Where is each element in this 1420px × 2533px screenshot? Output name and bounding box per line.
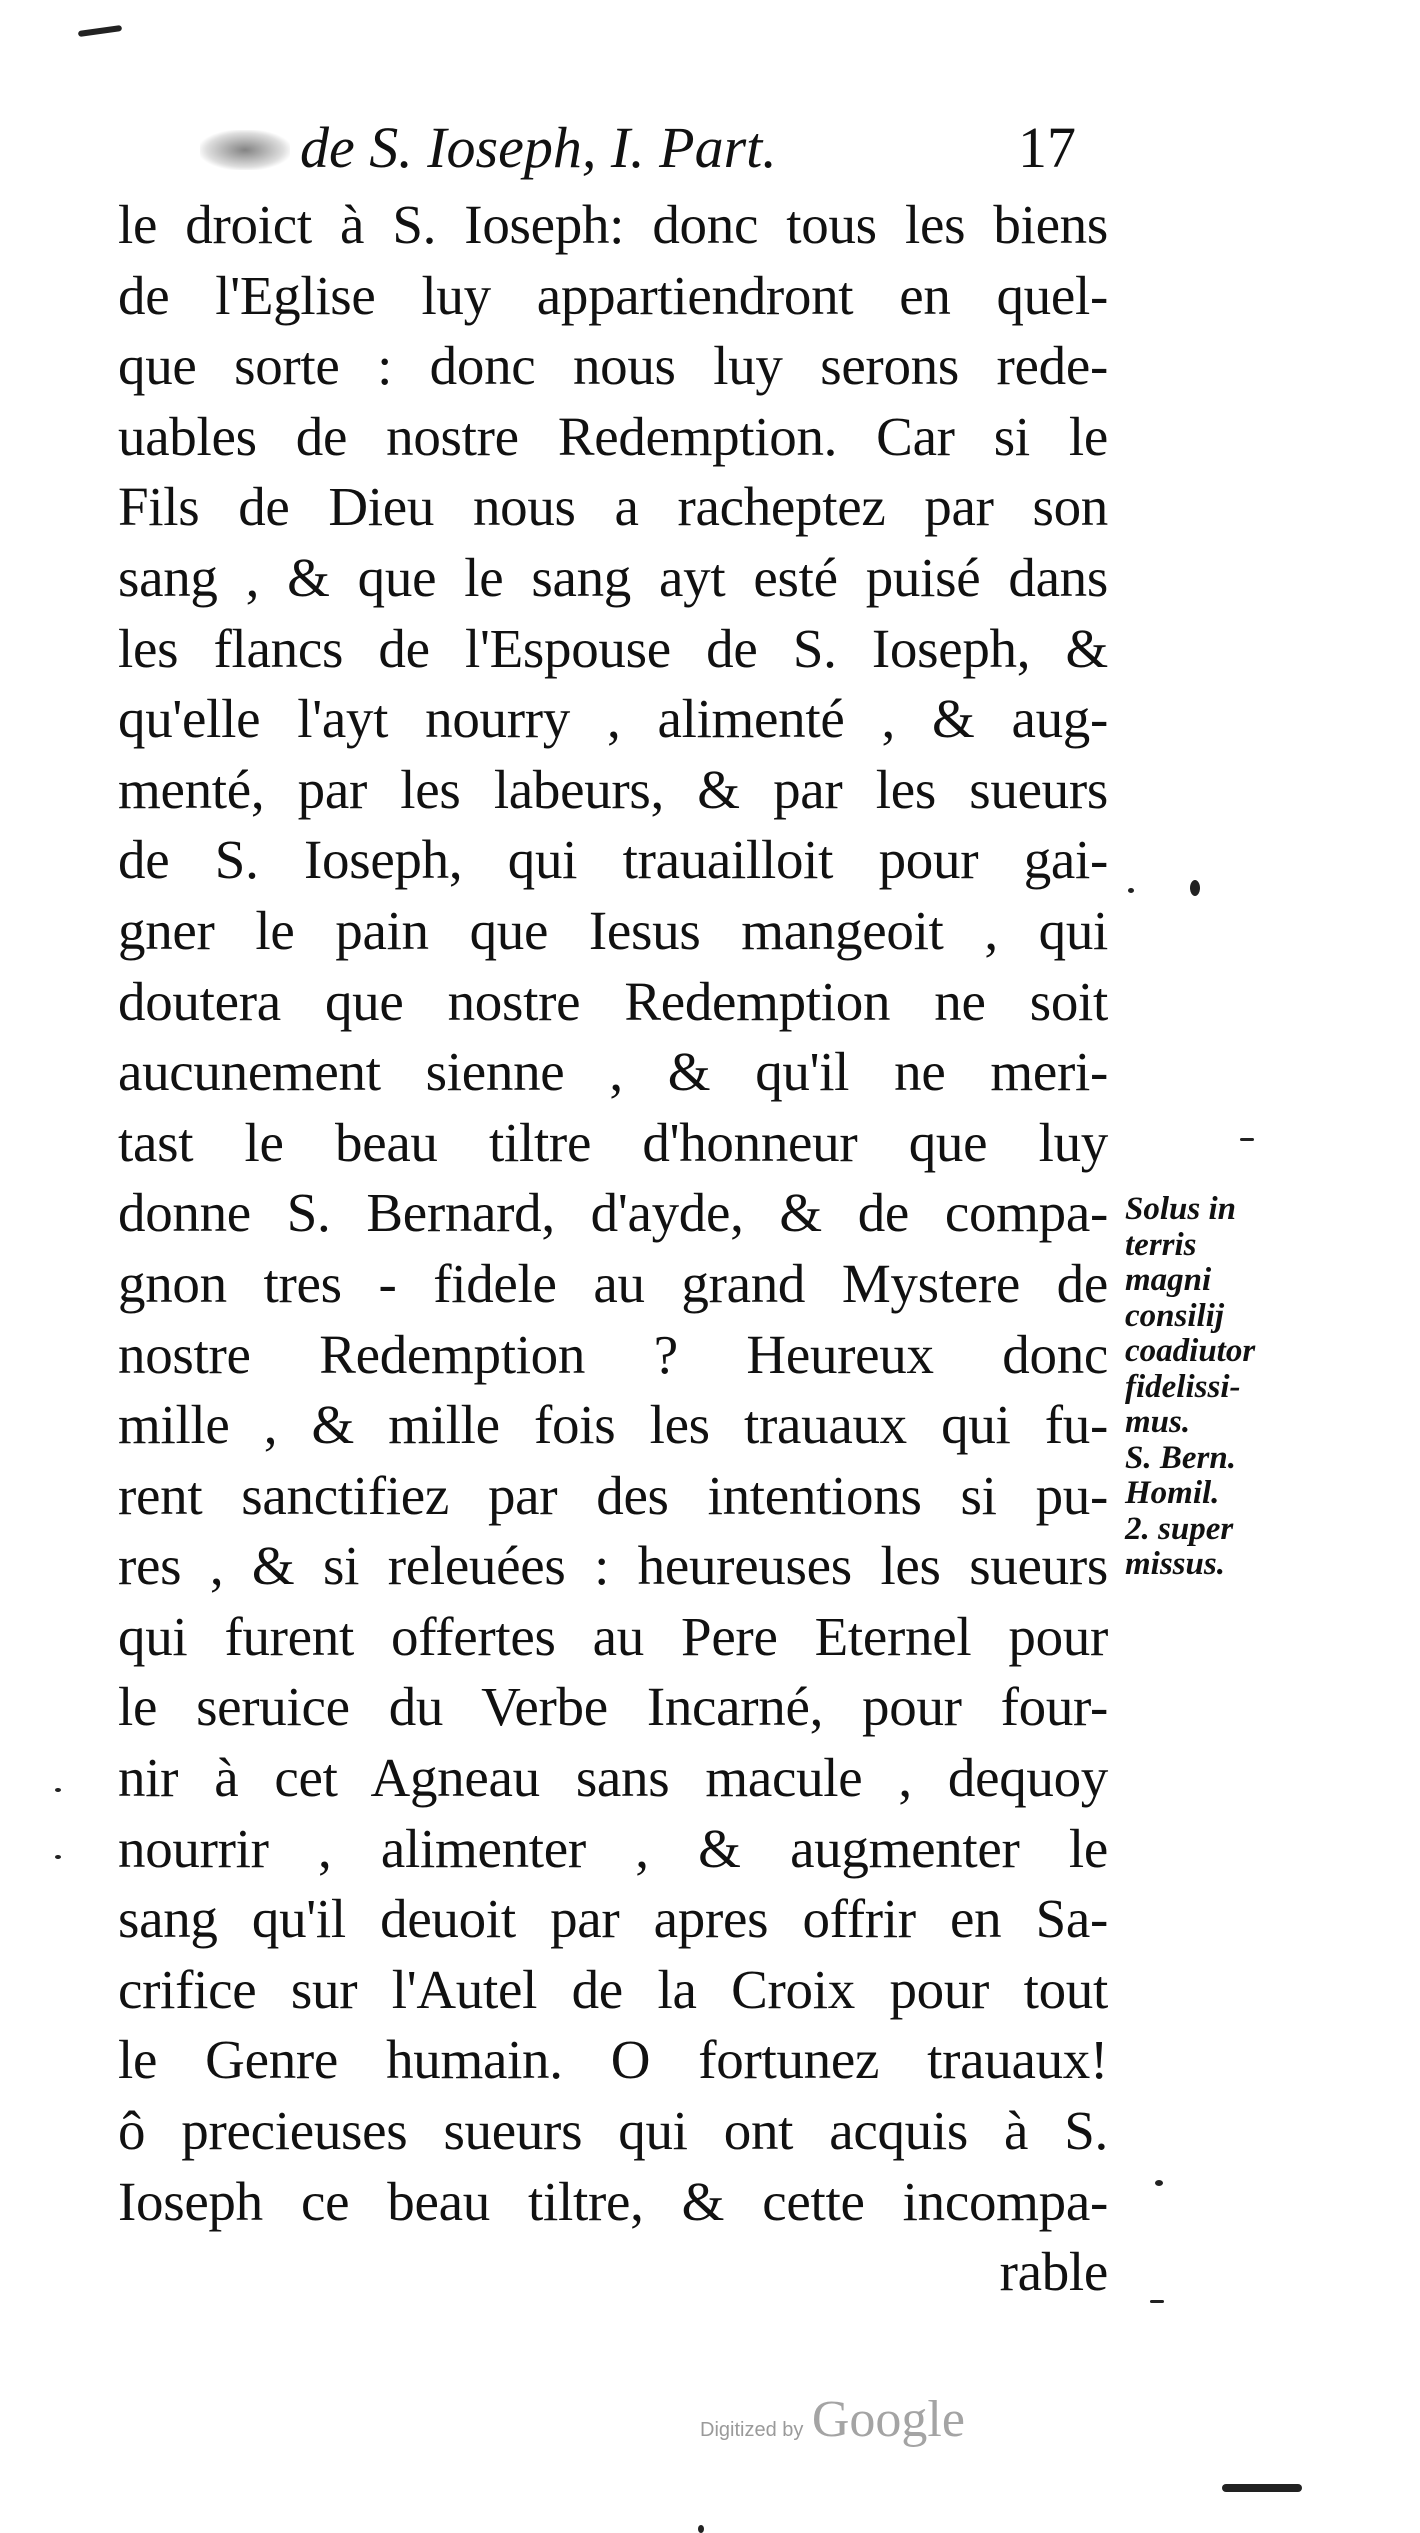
text-line: le seruice du Verbe Incarné, pour four- <box>118 1676 1108 1738</box>
scan-speck <box>55 1788 61 1792</box>
text-line: menté, par les labeurs, & par les sueurs <box>118 758 1108 820</box>
text-line: Ioseph ce beau tiltre, & cette incompa- <box>118 2170 1108 2232</box>
margin-note-line: Solus in <box>1125 1191 1236 1227</box>
text-line: uables de nostre Redemption. Car si le <box>118 405 1108 467</box>
scan-speck <box>1222 2484 1302 2492</box>
margin-note-line: magni <box>1125 1262 1212 1298</box>
margin-note-line: 2. super <box>1125 1510 1234 1547</box>
text-line: nourrir , alimenter , & augmenter le <box>118 1817 1108 1879</box>
margin-note-line: S. Bern. <box>1125 1439 1236 1476</box>
text-line: res , & si releuées : heureuses les sueurs <box>118 1535 1108 1597</box>
text-line: nir à cet Agneau sans macule , dequoy <box>118 1747 1108 1809</box>
margin-note-line: terris <box>1125 1226 1197 1263</box>
google-logo: Google <box>811 2391 965 2448</box>
margin-note-line: consilij <box>1125 1297 1225 1334</box>
page-number: 17 <box>1018 115 1076 180</box>
running-head <box>210 108 1110 188</box>
text-line: Fils de Dieu nous a racheptez par son <box>118 476 1108 538</box>
text-line: qu'elle l'ayt nourry , alimenté , & aug- <box>118 688 1108 750</box>
text-line: doutera que nostre Redemption ne soit <box>118 970 1108 1032</box>
text-line: nostre Redemption ? Heureux donc <box>118 1323 1108 1385</box>
scan-speck <box>1150 2300 1164 2303</box>
text-line: que sorte : donc nous luy serons rede- <box>118 335 1108 397</box>
text-line: mille , & mille fois les trauaux qui fu- <box>118 1394 1108 1456</box>
text-line: le droict à S. Ioseph: donc tous les biens <box>118 194 1108 255</box>
scan-speck <box>1240 1138 1254 1141</box>
catchword-line: rable <box>999 2241 1108 2303</box>
margin-note-line: mus. <box>1125 1404 1191 1440</box>
text-line: aucunement sienne , & qu'il ne meri- <box>118 1041 1108 1103</box>
margin-note-line: coadiutor <box>1125 1333 1256 1369</box>
scan-speck <box>1155 2180 1163 2186</box>
text-line: rent sanctifiez par des intentions si pu- <box>118 1464 1108 1526</box>
text-line: le Genre humain. O fortunez trauaux! <box>118 2029 1108 2091</box>
margin-note-line: fidelissi- <box>1125 1368 1241 1405</box>
text-line: les flancs de l'Espouse de S. Ioseph, & <box>118 617 1108 679</box>
text-line: qui furent offertes au Pere Eternel pour <box>118 1605 1108 1667</box>
text-line: tast le beau tiltre d'honneur que luy <box>118 1111 1108 1173</box>
margin-note-line: Homil. <box>1125 1475 1220 1511</box>
margin-note-line: missus. <box>1125 1546 1225 1582</box>
watermark-prefix: Digitized by <box>700 2419 804 2441</box>
text-line: ô precieuses sueurs qui ont acquis à S. <box>118 2100 1108 2162</box>
text-line: de S. Ioseph, qui trauailloit pour gai- <box>118 829 1108 891</box>
text-line: gnon tres - fidele au grand Mystere de <box>118 1252 1108 1314</box>
text-line: crifice sur l'Autel de la Croix pour tout <box>118 1958 1108 2020</box>
text-line: gner le pain que Iesus mangeoit , qui <box>118 899 1108 961</box>
scan-speck <box>1190 880 1200 896</box>
text-line: sang , & que le sang ayt esté puisé dans <box>118 546 1108 608</box>
margin-note <box>1125 1192 1345 1583</box>
text-line: sang qu'il deuoit par apres offrir en Sa- <box>118 1888 1108 1950</box>
scan-speck <box>55 1855 61 1859</box>
scan-speck <box>78 25 122 37</box>
digitized-watermark <box>700 2390 965 2450</box>
body-text <box>118 190 1108 2308</box>
scan-speck <box>1128 888 1134 893</box>
running-head-title: de S. Ioseph, I. Part. <box>300 115 777 180</box>
text-line: de l'Eglise luy appartiendront en quel- <box>118 264 1108 326</box>
scan-speck <box>698 2525 704 2533</box>
text-line: donne S. Bernard, d'ayde, & de compa- <box>118 1182 1108 1244</box>
